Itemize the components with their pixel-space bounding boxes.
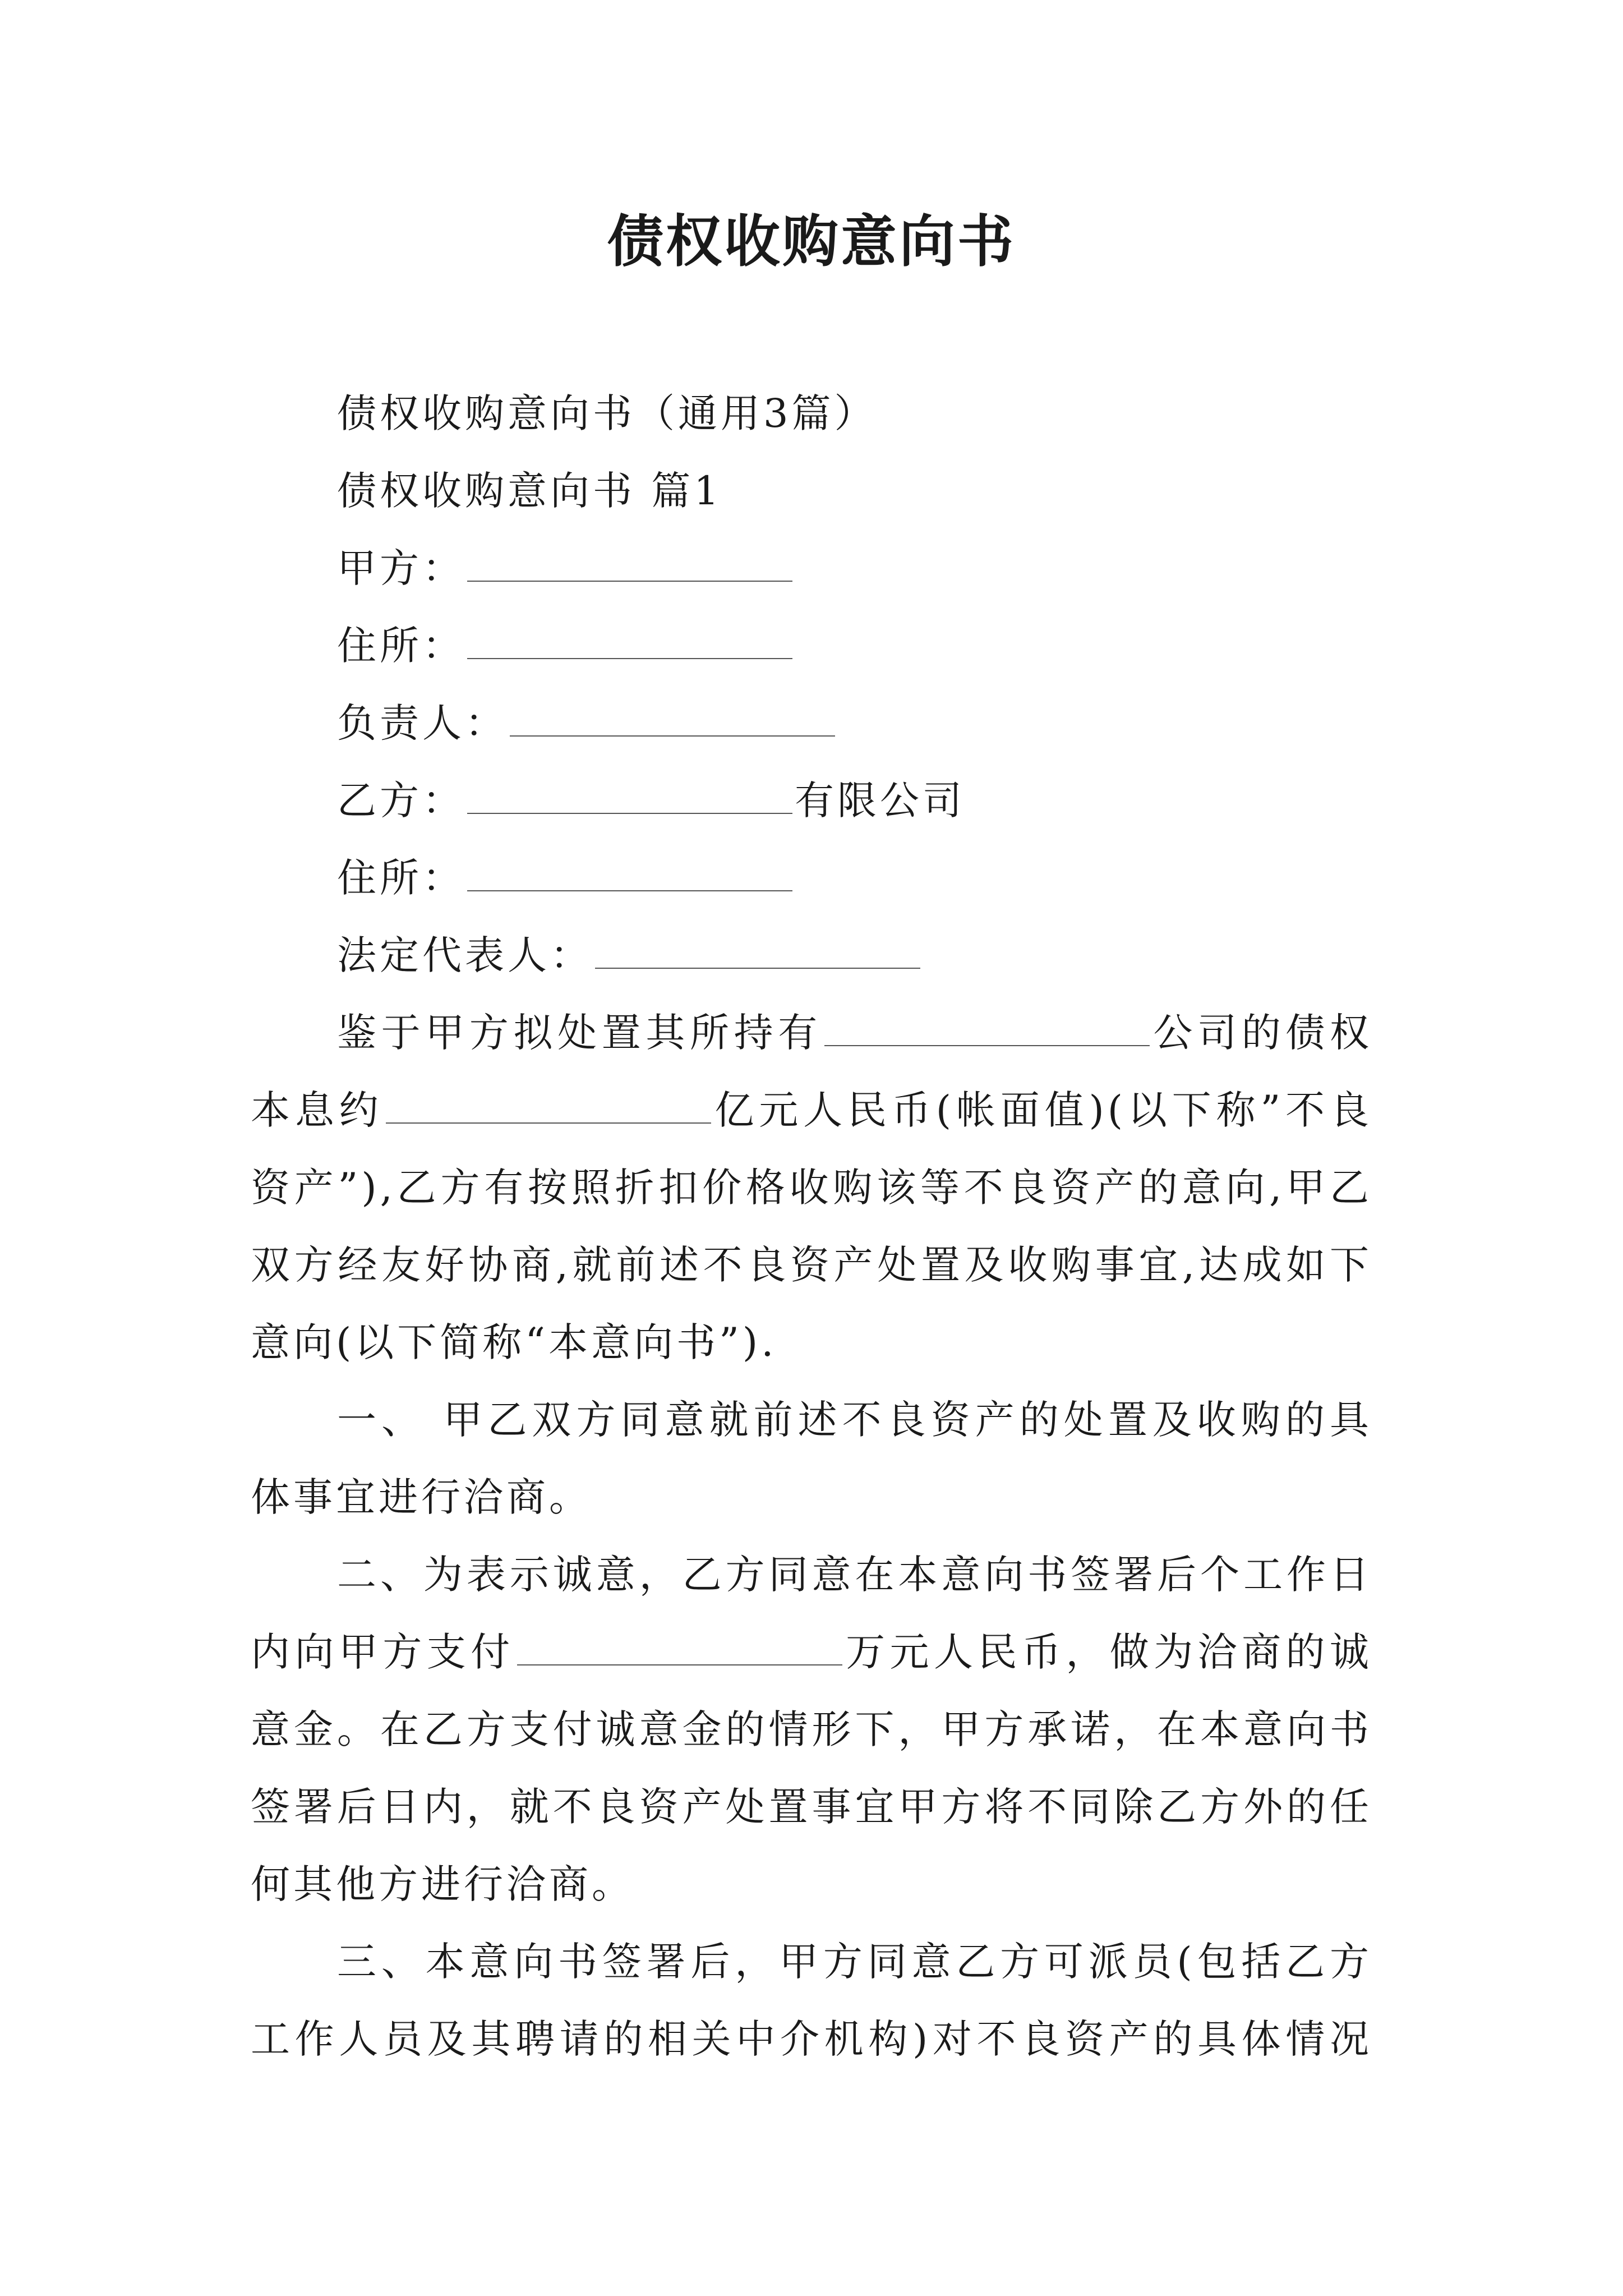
fill-in-blank bbox=[467, 808, 792, 814]
field-label: 住所： bbox=[337, 855, 465, 901]
field-party-a-principal bbox=[251, 684, 1372, 762]
field-suffix: 有限公司 bbox=[795, 777, 965, 823]
field-label: 住所： bbox=[337, 623, 465, 669]
document-subtitle: 债权收购意向书（通用3篇） bbox=[337, 390, 877, 436]
fill-in-blank bbox=[467, 886, 792, 891]
recital-text-a: 鉴于甲方拟处置其所持有 bbox=[337, 1010, 822, 1056]
document-body bbox=[251, 375, 1372, 2078]
fill-in-blank bbox=[517, 1660, 842, 1665]
paragraph-clause-2 bbox=[251, 1536, 1372, 1923]
field-legal-representative bbox=[251, 917, 1372, 994]
field-label: 法定代表人： bbox=[337, 932, 593, 978]
field-label: 乙方： bbox=[337, 777, 465, 823]
field-party-b-address bbox=[251, 839, 1372, 917]
fill-in-blank bbox=[386, 1118, 711, 1124]
fill-in-blank bbox=[467, 576, 792, 582]
section-heading: 债权收购意向书 篇1 bbox=[337, 468, 722, 514]
field-party-a-address bbox=[251, 607, 1372, 684]
field-party-b bbox=[251, 762, 1372, 839]
fill-in-blank bbox=[595, 963, 920, 969]
fill-in-blank bbox=[510, 731, 835, 737]
field-label: 甲方： bbox=[337, 545, 465, 591]
field-party-a bbox=[251, 530, 1372, 607]
fill-in-blank bbox=[824, 1041, 1150, 1046]
fill-in-blank bbox=[467, 654, 792, 659]
clause-2-text-b: 万元人民币，做为洽商的诚意金。在乙方支付诚意金的情形下，甲方承诺，在本意向书签署后日内，就不良资产处置事宜甲方将不同除乙方外的任何其他方进行洽商。 bbox=[251, 1629, 1373, 1907]
paragraph-clause-3: 三、本意向书签署后，甲方同意乙方可派员(包括乙方工作人员及其聘请的相关中介机构)对不良资产的具体情况 bbox=[251, 1939, 1372, 2062]
paragraph-clause-1: 一、 甲乙双方同意就前述不良资产的处置及收购的具体事宜进行洽商。 bbox=[251, 1397, 1372, 1520]
paragraph-recital bbox=[251, 994, 1372, 1381]
recital-text-c: 亿元人民币(帐面值)(以下称”不良资产”),乙方有按照折扣价格收购该等不良资产的意向,甲乙双方经友好协商,就前述不良资产处置及收购事宜,达成如下意向(以下简称“本意向书”). bbox=[251, 1087, 1373, 1365]
clause-2-text-a: 二、为表示诚意，乙方同意在本意向书签署后个工作日内向甲方支付 bbox=[251, 1552, 1372, 1675]
field-label: 负责人： bbox=[337, 700, 508, 746]
recital-text-b: 公司的债权本息约 bbox=[251, 1010, 1372, 1133]
document-title: 债权收购意向书 bbox=[607, 208, 1016, 274]
